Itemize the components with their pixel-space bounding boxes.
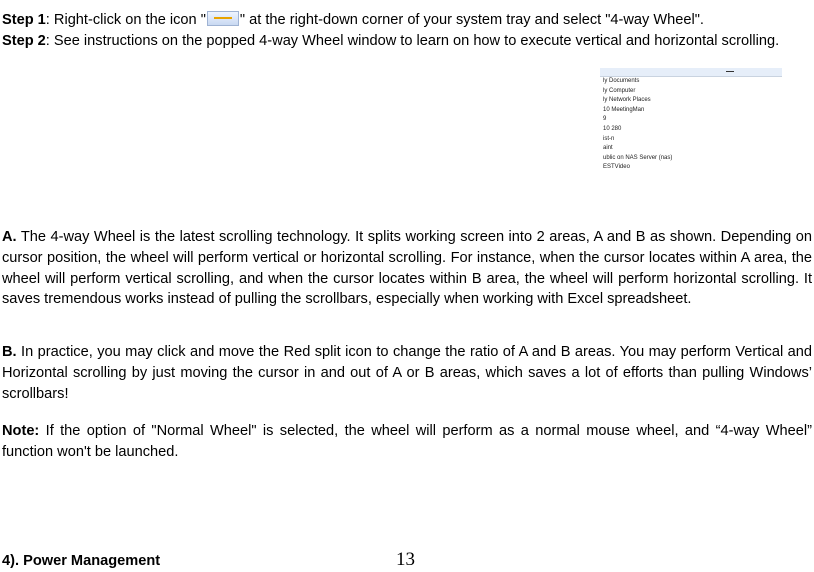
paragraph-b-label: B. (2, 344, 17, 360)
wheel-window-screenshot (600, 68, 782, 180)
step-1-text-before: : Right-click on the icon " (45, 12, 206, 28)
step-2-paragraph (2, 31, 812, 52)
screenshot-item: 10 MeetingMan (603, 106, 645, 113)
step-1-line (2, 10, 812, 30)
paragraph-b (2, 342, 812, 404)
note-label: Note: (2, 423, 40, 439)
screenshot-item: ly Network Places (603, 97, 651, 104)
screenshot-item: 9 (603, 116, 607, 123)
tray-wheel-icon (207, 11, 239, 26)
step-1-text-after: " at the right-down corner of your system tray and select "4-way Wheel". (239, 12, 704, 28)
page-number: 13 (396, 549, 415, 570)
screenshot-item: ublic on NAS Server (nas) (603, 154, 673, 161)
note-text: If the option of "Normal Wheel" is selected, the wheel will perform as a normal mouse wheel, and “4-way Wheel” function won't be launched. (2, 423, 812, 460)
step-1-label: Step 1 (2, 12, 46, 28)
paragraph-a-text: The 4-way Wheel is the latest scrolling technology. It splits working screen into 2 areas, A and B as shown. Depending on cursor position, the wheel will perform vertical or horizontal scrolling. For instance, when the cursor locates within A area, the wheel will perform vertical scrolling, and when the cursor locates within B area, the wheel will perform horizontal scrolling. It saves tremendous works instead of pulling the scrollbars, especially when working with Excel spreadsheet. (2, 229, 812, 308)
screenshot-item: aint (603, 145, 613, 152)
paragraph-b-text: In practice, you may click and move the Red split icon to change the ratio of A and B areas. You may perform Vertical and Horizontal scrolling by just moving the cursor in and out of A or B areas, which saves a lot of efforts than pulling Windows’ scrollbars! (2, 344, 812, 402)
screenshot-item: ESTVideo (603, 164, 630, 171)
screenshot-item: ly Documents (603, 78, 640, 84)
screenshot-title-bar (600, 68, 782, 77)
paragraph-a-label: A. (2, 229, 17, 245)
paragraph-a (2, 227, 812, 310)
note-paragraph (2, 421, 812, 463)
screenshot-item: 10 280 (603, 125, 622, 132)
screenshot-item: ist-n (603, 135, 615, 142)
step-2-text: : See instructions on the popped 4-way Wheel window to learn on how to execute vertical and horizontal scrolling. (45, 33, 780, 49)
screenshot-item: ly Computer (603, 87, 636, 94)
section-heading: 4). Power Management (2, 553, 161, 569)
screenshot-item-list (600, 77, 782, 173)
step-2-label: Step 2 (2, 33, 46, 49)
